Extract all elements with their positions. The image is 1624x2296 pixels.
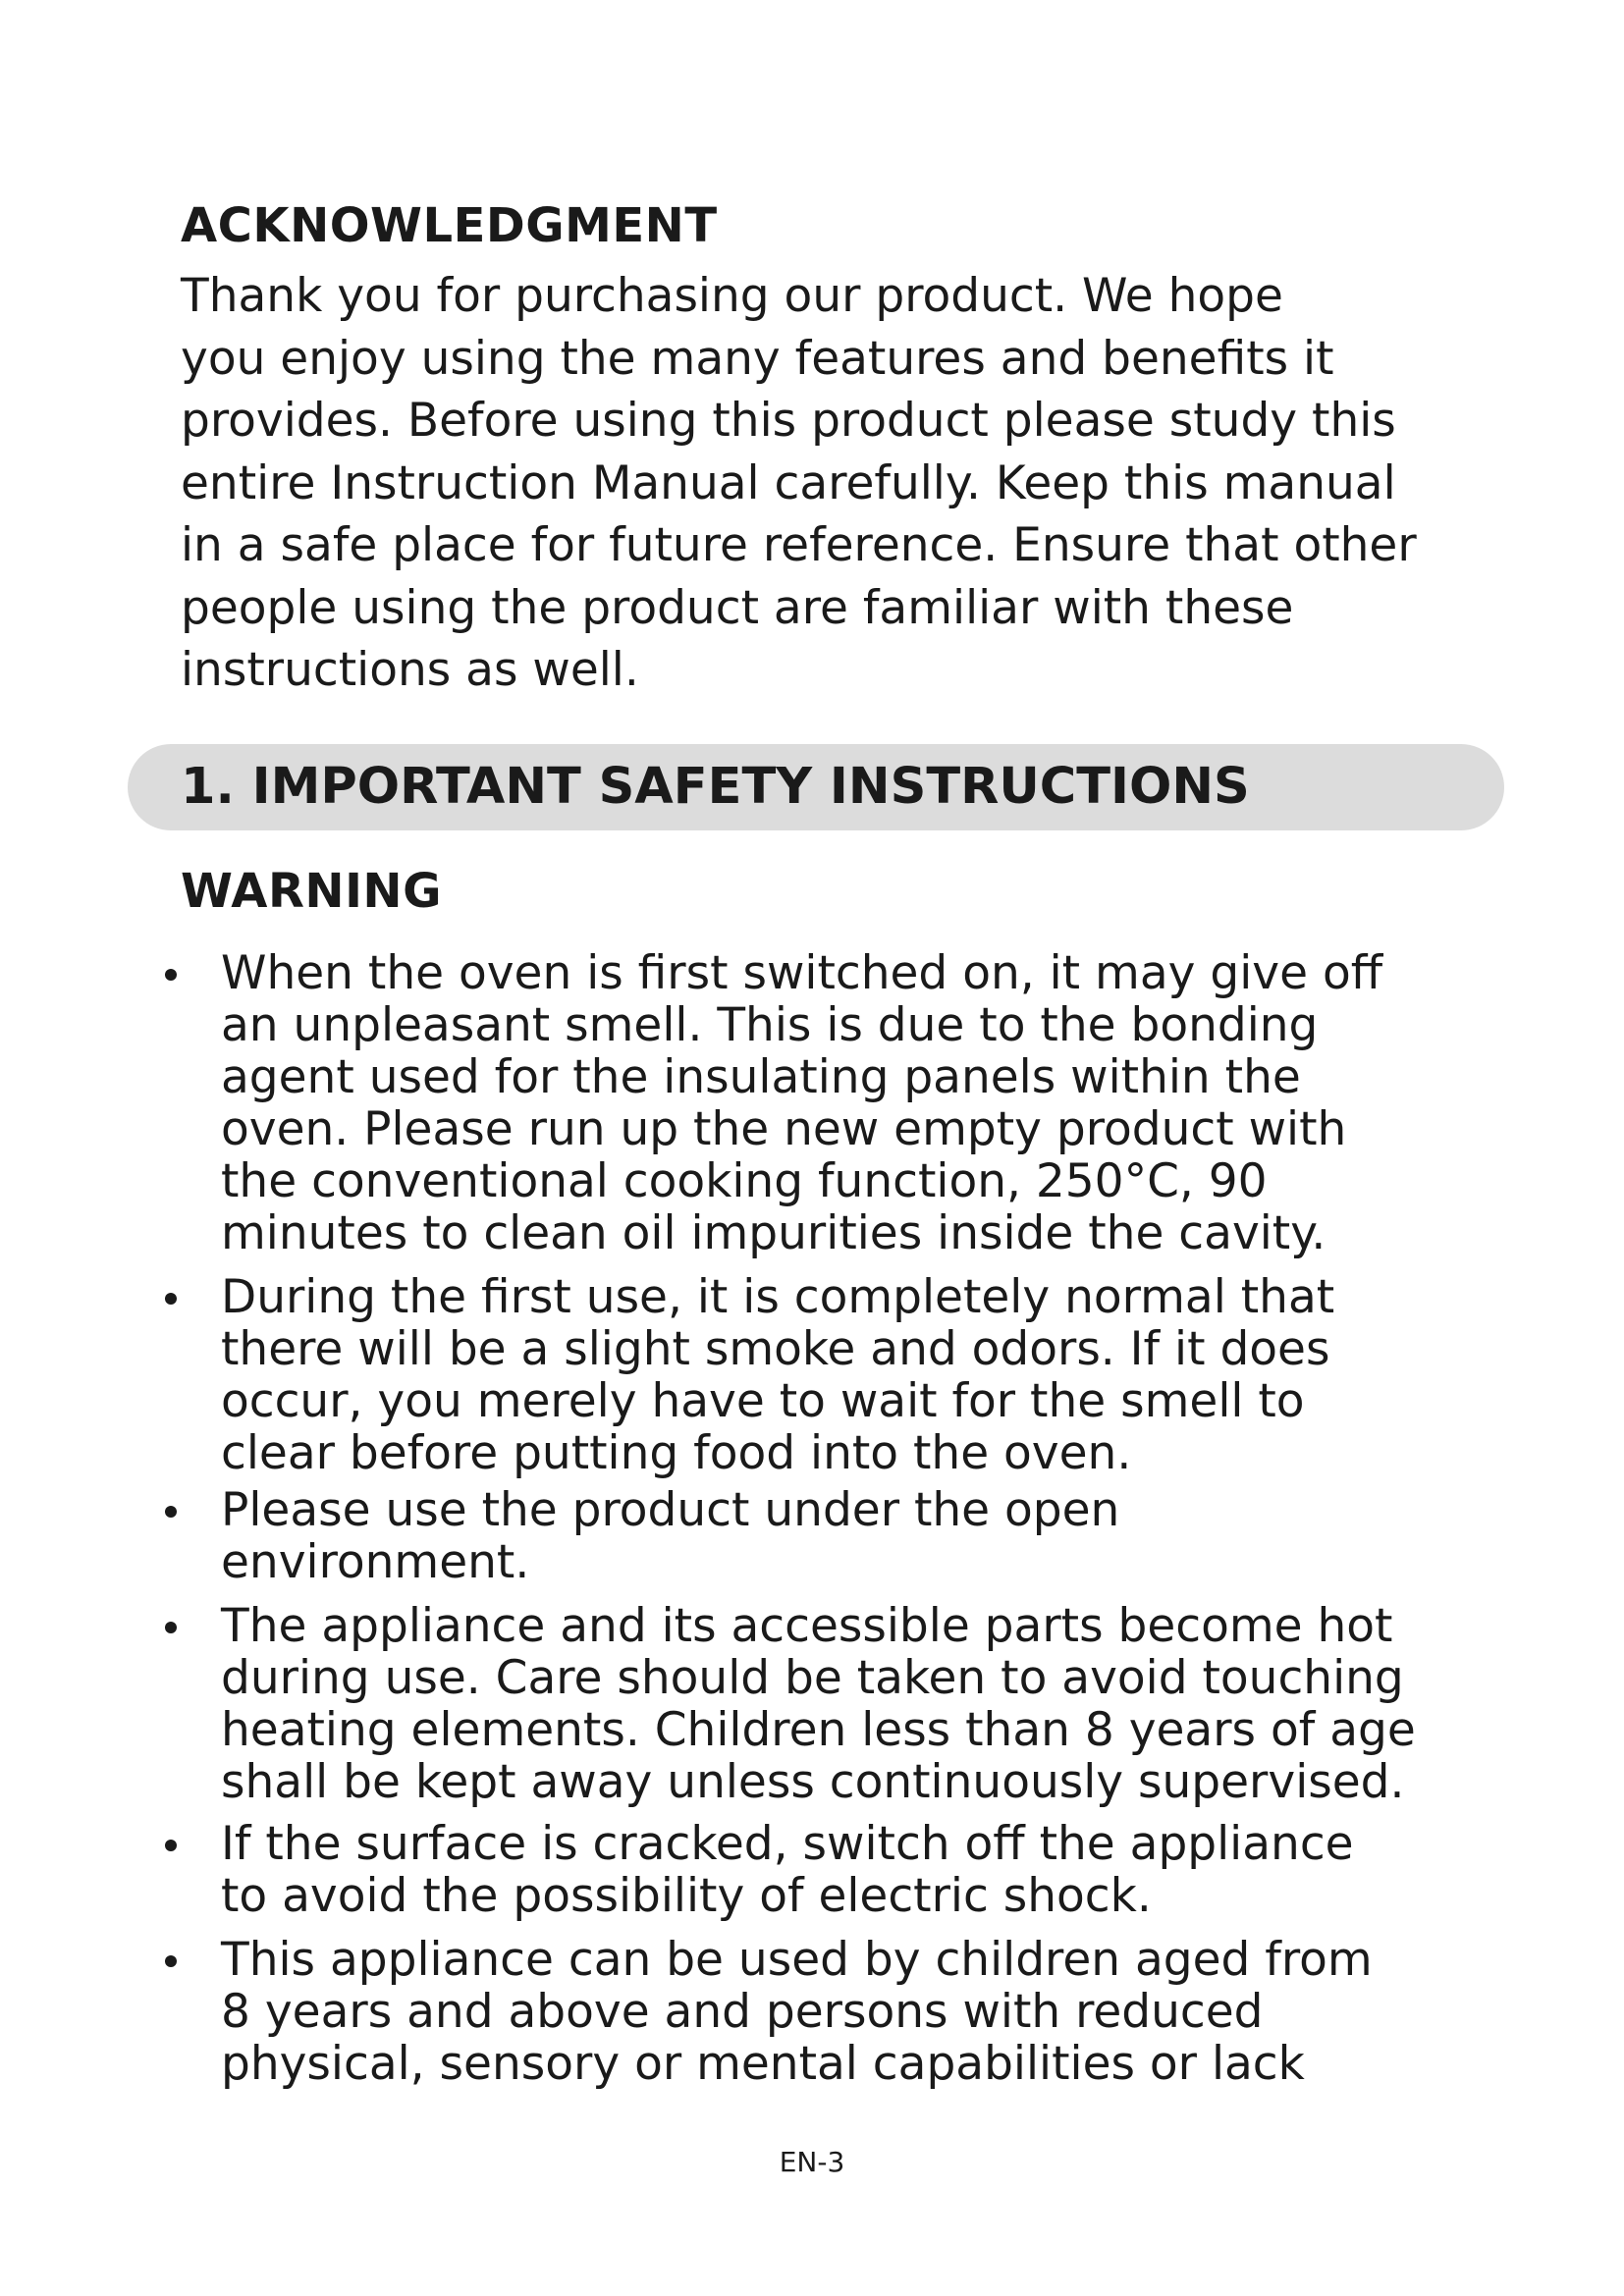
bullet-line: there will be a slight smoke and odors. If it does [221, 1322, 1330, 1376]
bullet-icon [165, 1506, 177, 1518]
acknowledgment-line: in a safe place for future reference. Ensure that other [181, 518, 1417, 572]
bullet-line: an unpleasant smell. This is due to the bonding [221, 998, 1319, 1052]
acknowledgment-line: provides. Before using this product please study this [181, 394, 1396, 448]
bullet-text [221, 1271, 1497, 1479]
section-title-bar [128, 744, 1504, 830]
bullet-line: clear before putting food into the oven. [221, 1426, 1132, 1480]
bullet-line: shall be kept away unless continuously supervised. [221, 1755, 1405, 1809]
bullet-line: This appliance can be used by children aged from [221, 1933, 1373, 1987]
bullet-line: If the surface is cracked, switch off the appliance [221, 1817, 1354, 1871]
bullet-line: 8 years and above and persons with reduced [221, 1985, 1264, 2039]
bullet-line: physical, sensory or mental capabilities or lack [221, 2037, 1305, 2091]
bullet-text [221, 1818, 1497, 1922]
bullet-line: the conventional cooking function, 250°C, 90 [221, 1154, 1268, 1208]
bullet-line: During the first use, it is completely normal that [221, 1270, 1335, 1324]
acknowledgment-heading: ACKNOWLEDGMENT [181, 198, 718, 253]
acknowledgment-line: entire Instruction Manual carefully. Keep this manual [181, 455, 1396, 510]
bullet-line: The appliance and its accessible parts become hot [221, 1599, 1393, 1653]
bullet-icon [165, 1955, 177, 1967]
bullet-line: heating elements. Children less than 8 years of age [221, 1703, 1416, 1757]
acknowledgment-line: instructions as well. [181, 643, 639, 697]
warning-heading: WARNING [181, 864, 442, 919]
bullet-text [221, 1600, 1497, 1808]
bullet-line: environment. [221, 1535, 530, 1589]
bullet-icon [165, 1840, 177, 1851]
bullet-line: during use. Care should be taken to avoid touching [221, 1651, 1404, 1705]
bullet-line: minutes to clean oil impurities inside the cavity. [221, 1206, 1326, 1260]
bullet-text [221, 1934, 1497, 2090]
bullet-line: Please use the product under the open [221, 1483, 1120, 1537]
bullet-icon [165, 969, 177, 981]
bullet-line: When the oven is first switched on, it may give off [221, 946, 1383, 1000]
acknowledgment-line: Thank you for purchasing our product. We hope [181, 269, 1283, 323]
bullet-line: to avoid the possibility of electric shock. [221, 1869, 1152, 1923]
acknowledgment-paragraph [181, 265, 1487, 702]
acknowledgment-line: you enjoy using the many features and benefits it [181, 331, 1334, 386]
bullet-icon [165, 1293, 177, 1305]
bullet-icon [165, 1622, 177, 1633]
bullet-text [221, 947, 1497, 1259]
acknowledgment-line: people using the product are familiar with these [181, 580, 1294, 635]
bullet-line: occur, you merely have to wait for the smell to [221, 1374, 1305, 1428]
bullet-line: agent used for the insulating panels within the [221, 1050, 1301, 1104]
section-title: 1. IMPORTANT SAFETY INSTRUCTIONS [181, 758, 1250, 816]
page-number: EN-3 [779, 2146, 845, 2178]
bullet-line: oven. Please run up the new empty product with [221, 1102, 1347, 1156]
bullet-text [221, 1484, 1497, 1588]
